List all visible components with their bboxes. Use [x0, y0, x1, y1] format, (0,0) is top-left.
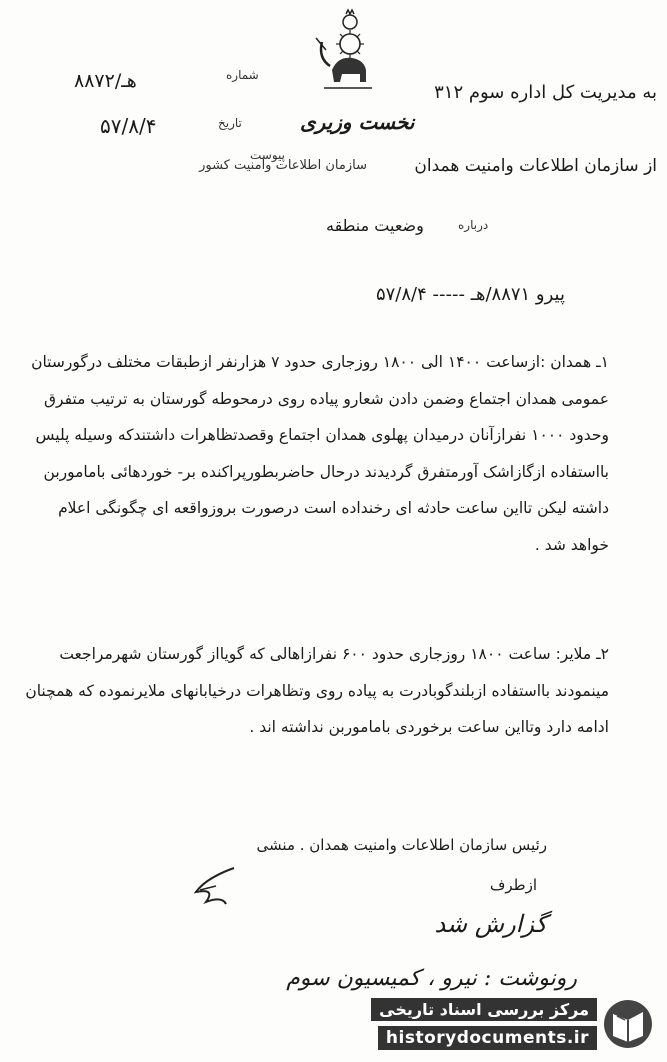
- signature-scribble-icon: [186, 860, 246, 910]
- number-value: ۸۸۷۲/هـ: [74, 70, 137, 92]
- watermark-website: historydocuments.ir: [378, 1026, 597, 1050]
- date-label: تاریخ: [218, 116, 242, 130]
- handwritten-note-2: رونوشت : نیرو ، کمیسیون سوم: [286, 966, 577, 991]
- number-label: شماره: [226, 68, 259, 82]
- signature-title: رئیس سازمان اطلاعات وامنیت همدان . منشی: [256, 836, 547, 854]
- body-paragraph-1: ۱ـ همدان :ازساعت ۱۴۰۰ الی ۱۸۰۰ روزجاری حدود ۷ هزارنفر ازطبقات مختلف درگورستان عمومی همدان اجتماع وضمن دادن شعارو پیاده روی درمحوطه گورستان به ترتیب متفرق وحدود ۱۰۰۰ نفرازآنان درمیدان پهلوی همدان اجتماع وقصدتظاهرات داشتندکه وسیله پلیس بااستفاده ازگازاشک آورمتفرق گردیدند درحال حاضربطورپراکنده بر- خوردهائی باماموربن داشته لیکن تااین ساعت حادثه ای رخنداده است درصورت بروزواقعه ای چگونگی اعلام خواهد شد .: [31, 353, 609, 554]
- lion-and-sun-emblem-icon: [312, 8, 378, 92]
- book-logo-icon: [603, 996, 653, 1052]
- recipient-line: به مدیریت کل اداره سوم ۳۱۲: [434, 82, 657, 103]
- watermark: [379, 996, 653, 1056]
- sender-line: از سازمان اطلاعات وامنیت همدان: [414, 156, 657, 176]
- subject-value: وضعیت منطقه: [326, 216, 424, 235]
- handwritten-note-1: گزارش شد: [434, 910, 547, 938]
- date-value: ۵۷/۸/۴: [100, 114, 157, 138]
- body-paragraph-2: ۲ـ ملایر: ساعت ۱۸۰۰ روزجاری حدود ۶۰۰ نفرازاهالی که گویااز گورستان شهرمراجعت مینمودند بااستفاده ازبلندگوبادرت به پیاده روی وتظاهرات درخیابانهای ملایرنموده که همچنان ادامه دارد وتااین ساعت برخوردی باماموربن نداشته اند .: [25, 645, 609, 736]
- subject-label: درباره: [458, 218, 489, 232]
- attachment-label: پیوست: [250, 148, 285, 162]
- on-behalf-label: ازطرف: [489, 876, 537, 894]
- watermark-org-name: مرکز بررسی اسناد تاریخی: [371, 998, 597, 1021]
- sender-subtitle: سازمان اطلاعات وامنیت کشور: [199, 158, 367, 173]
- prime-minister-stamp: نخست وزیری: [300, 110, 415, 134]
- reference-line: پیرو ۸۸۷۱/هـ ----- ۵۷/۸/۴: [375, 284, 565, 305]
